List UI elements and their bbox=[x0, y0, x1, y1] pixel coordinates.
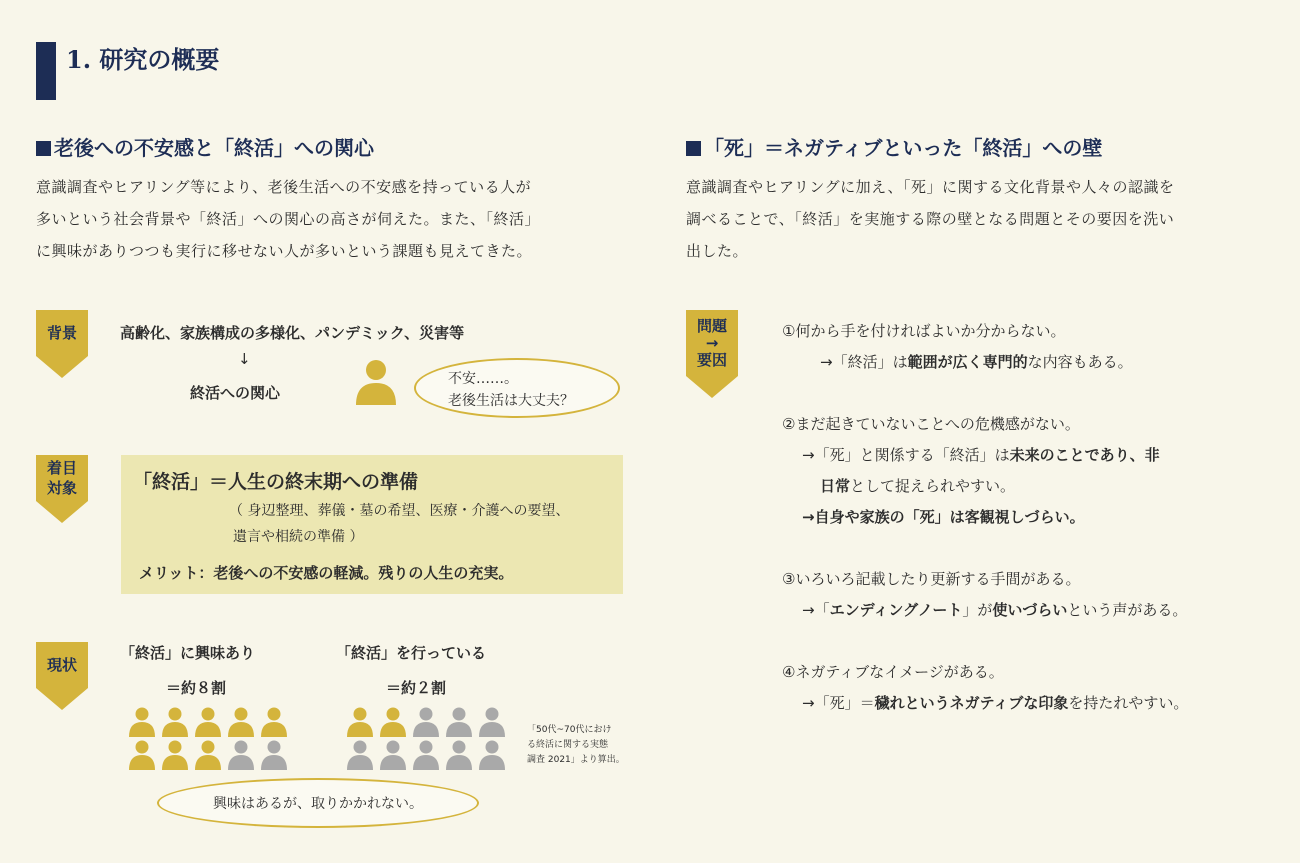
person-figure-icon bbox=[260, 707, 288, 737]
cause-4: →「死」＝穢れというネガティブな印象を持たれやすい。 bbox=[802, 694, 1189, 712]
person-figure-icon bbox=[227, 740, 255, 770]
group1-value: ＝約８割 bbox=[166, 679, 227, 697]
cause-1: →「終活」は範囲が広く専門的な内容もある。 bbox=[820, 353, 1133, 371]
problem-2: ②まだ起きていないことへの危機感がない。 bbox=[782, 415, 1080, 433]
group2-value: ＝約２割 bbox=[386, 679, 447, 697]
person-figure-icon bbox=[260, 740, 288, 770]
person-figure-icon bbox=[128, 740, 156, 770]
person-figure-icon bbox=[478, 740, 506, 770]
focus-headline: 「終活」＝人生の終末期への準備 bbox=[133, 471, 419, 493]
background-tag: 背景 bbox=[36, 310, 88, 378]
hesitation-bubble: 興味はあるが、取りかかれない。 bbox=[157, 778, 479, 828]
person-figure-icon bbox=[128, 707, 156, 737]
person-figure-icon bbox=[445, 740, 473, 770]
interest-text: 終活への関心 bbox=[190, 384, 281, 402]
person-figure-icon bbox=[412, 740, 440, 770]
person-figure-icon bbox=[194, 740, 222, 770]
group1-label: 「終活」に興味あり bbox=[120, 644, 256, 662]
person-figure-icon bbox=[346, 707, 374, 737]
focus-tag: 着目 対象 bbox=[36, 455, 88, 523]
down-arrow: ↓ bbox=[238, 350, 251, 368]
person-figure-icon bbox=[161, 740, 189, 770]
problem-list bbox=[782, 316, 1188, 719]
problem-1: ①何から手を付ければよいか分からない。 bbox=[782, 322, 1066, 340]
problem-cause-tag: 問題 → 要因 bbox=[686, 310, 738, 398]
problem-3: ③いろいろ記載したり更新する手間がある。 bbox=[782, 570, 1081, 588]
cause-3: →「エンディングノート」が使いづらいという声がある。 bbox=[802, 601, 1188, 619]
focus-box bbox=[121, 455, 623, 594]
group1-figure-grid bbox=[128, 707, 288, 769]
cause-2c: →自身や家族の「死」は客観視しづらい。 bbox=[802, 508, 1085, 526]
worry-bubble: 不安……。 老後生活は大丈夫？ bbox=[414, 358, 620, 418]
person-figure-icon bbox=[161, 707, 189, 737]
right-heading: 「死」＝ネガティブといった「終活」への壁 bbox=[686, 132, 1102, 161]
cause-2b: 日常として捉えられやすい。 bbox=[820, 477, 1016, 495]
title-accent-bar bbox=[36, 42, 56, 100]
square-bullet-icon bbox=[36, 141, 51, 156]
focus-detail: （ 身辺整理、葬儀・墓の希望、医療・介護への要望、 遺言や相続の準備 ） bbox=[229, 503, 570, 545]
person-figure-icon bbox=[379, 740, 407, 770]
square-bullet-icon bbox=[686, 141, 701, 156]
background-text: 高齢化、家族構成の多様化、パンデミック、災害等 bbox=[120, 324, 465, 342]
problem-4: ④ネガティブなイメージがある。 bbox=[782, 663, 1004, 681]
person-figure-icon bbox=[346, 740, 374, 770]
person-figure-icon bbox=[412, 707, 440, 737]
left-heading: 老後への不安感と「終活」への関心 bbox=[36, 132, 374, 161]
left-paragraph: 意識調査やヒアリング等により、老後生活への不安感を持っている人が 多いという社会背景や「終活」への関心の高さが伺えた。また、「終活」 に興味がありつつも実行に移せない人が多いという課題も見えてきた。 bbox=[36, 178, 541, 260]
group2-label: 「終活」を行っている bbox=[336, 644, 487, 662]
source-note: 「50代~70代におけ る終活に関する実態 調査 2021」より算出。 bbox=[527, 725, 625, 765]
page-title: 1. 研究の概要 bbox=[66, 45, 220, 74]
person-figure-icon bbox=[445, 707, 473, 737]
person-figure-icon bbox=[227, 707, 255, 737]
status-tag: 現状 bbox=[36, 642, 88, 710]
person-figure-icon bbox=[379, 707, 407, 737]
merit-text: メリット：老後への不安感の軽減。残りの人生の充実。 bbox=[139, 564, 514, 582]
person-figure-icon bbox=[194, 707, 222, 737]
right-paragraph: 意識調査やヒアリングに加え、「死」に関する文化背景や人々の認識を 調べることで、「終活」を実施する際の壁となる問題とその要因を洗い 出した。 bbox=[686, 178, 1175, 260]
group2-figure-grid bbox=[346, 707, 506, 769]
cause-2a: →「死」と関係する「終活」は未来のことであり、非 bbox=[802, 446, 1160, 464]
person-icon bbox=[354, 359, 398, 405]
person-figure-icon bbox=[478, 707, 506, 737]
